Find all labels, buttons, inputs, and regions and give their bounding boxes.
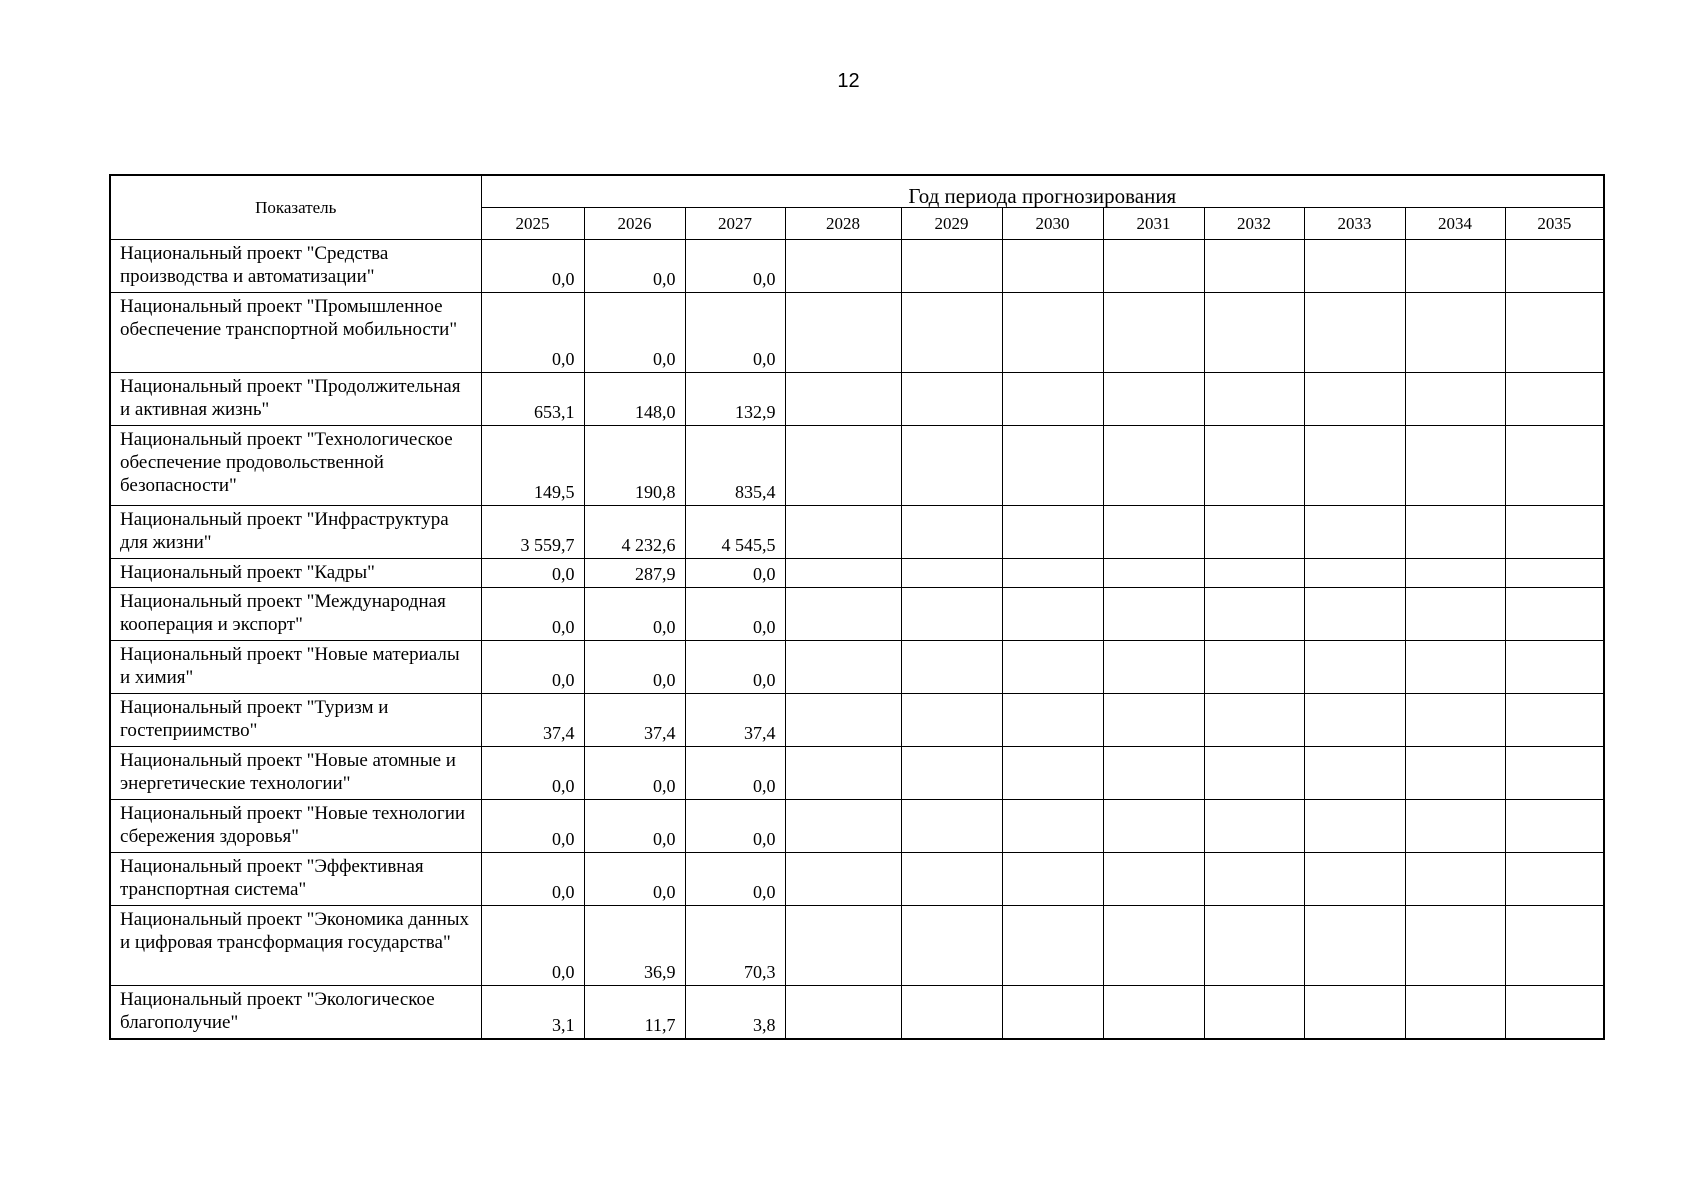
table-body [110, 240, 1604, 1039]
row-indicator-label: Национальный проект "Технологическое обеспечение продовольственной безопасности" [110, 426, 481, 506]
row-value-cell: 3 559,7 [481, 506, 584, 559]
year-header: 2030 [1002, 208, 1103, 240]
empty-cell [1103, 906, 1204, 986]
row-indicator-label: Национальный проект "Кадры" [110, 559, 481, 588]
empty-cell [1405, 426, 1505, 506]
empty-cell [901, 986, 1002, 1039]
row-value-cell: 148,0 [584, 373, 685, 426]
table-row [110, 747, 1604, 800]
empty-cell [1204, 986, 1304, 1039]
row-value-cell: 0,0 [584, 240, 685, 293]
row-indicator-label: Национальный проект "Экономика данных и цифровая трансформация государства" [110, 906, 481, 986]
empty-cell [1505, 426, 1604, 506]
empty-cell [1103, 853, 1204, 906]
row-value-cell: 0,0 [685, 240, 785, 293]
empty-cell [901, 853, 1002, 906]
empty-cell [1505, 800, 1604, 853]
year-header: 2033 [1304, 208, 1405, 240]
year-header: 2026 [584, 208, 685, 240]
row-value-cell: 0,0 [685, 293, 785, 373]
empty-cell [1405, 588, 1505, 641]
row-value-cell: 0,0 [481, 853, 584, 906]
header-row-group [110, 175, 1604, 208]
table-row [110, 800, 1604, 853]
row-indicator-label: Национальный проект "Международная кооперация и экспорт" [110, 588, 481, 641]
empty-cell [1103, 240, 1204, 293]
row-indicator-label: Национальный проект "Туризм и гостеприимство" [110, 694, 481, 747]
empty-cell [1505, 506, 1604, 559]
empty-cell [901, 747, 1002, 800]
empty-cell [1002, 426, 1103, 506]
empty-cell [1304, 694, 1405, 747]
row-indicator-label: Национальный проект "Промышленное обеспечение транспортной мобильности" [110, 293, 481, 373]
empty-cell [1002, 373, 1103, 426]
empty-cell [1002, 906, 1103, 986]
empty-cell [1405, 373, 1505, 426]
empty-cell [1204, 800, 1304, 853]
empty-cell [785, 641, 901, 694]
empty-cell [1103, 747, 1204, 800]
row-value-cell: 70,3 [685, 906, 785, 986]
empty-cell [1103, 559, 1204, 588]
row-value-cell: 0,0 [584, 747, 685, 800]
empty-cell [1304, 641, 1405, 694]
empty-cell [1103, 800, 1204, 853]
empty-cell [1002, 747, 1103, 800]
indicator-header: Показатель [110, 175, 481, 240]
empty-cell [1505, 373, 1604, 426]
empty-cell [901, 559, 1002, 588]
table-row [110, 986, 1604, 1039]
year-header: 2031 [1103, 208, 1204, 240]
empty-cell [785, 240, 901, 293]
empty-cell [1304, 373, 1405, 426]
row-indicator-label: Национальный проект "Новые технологии сбережения здоровья" [110, 800, 481, 853]
row-value-cell: 835,4 [685, 426, 785, 506]
empty-cell [1204, 641, 1304, 694]
empty-cell [785, 373, 901, 426]
empty-cell [1405, 986, 1505, 1039]
empty-cell [1204, 240, 1304, 293]
empty-cell [1405, 906, 1505, 986]
row-value-cell: 0,0 [584, 588, 685, 641]
empty-cell [1103, 986, 1204, 1039]
empty-cell [785, 588, 901, 641]
empty-cell [1103, 641, 1204, 694]
empty-cell [785, 694, 901, 747]
row-value-cell: 287,9 [584, 559, 685, 588]
empty-cell [1304, 240, 1405, 293]
empty-cell [1304, 588, 1405, 641]
empty-cell [901, 293, 1002, 373]
table-row [110, 853, 1604, 906]
empty-cell [1103, 426, 1204, 506]
empty-cell [1002, 800, 1103, 853]
row-value-cell: 0,0 [481, 240, 584, 293]
row-value-cell: 0,0 [481, 906, 584, 986]
empty-cell [1204, 293, 1304, 373]
empty-cell [1204, 506, 1304, 559]
year-header: 2034 [1405, 208, 1505, 240]
row-value-cell: 0,0 [481, 559, 584, 588]
empty-cell [901, 373, 1002, 426]
row-indicator-label: Национальный проект "Новые материалы и химия" [110, 641, 481, 694]
row-value-cell: 190,8 [584, 426, 685, 506]
empty-cell [1405, 293, 1505, 373]
empty-cell [901, 906, 1002, 986]
row-value-cell: 0,0 [685, 747, 785, 800]
page-number: 12 [837, 70, 860, 92]
empty-cell [1103, 373, 1204, 426]
empty-cell [1204, 747, 1304, 800]
empty-cell [1505, 293, 1604, 373]
empty-cell [785, 853, 901, 906]
empty-cell [1405, 694, 1505, 747]
empty-cell [1002, 641, 1103, 694]
row-value-cell: 3,1 [481, 986, 584, 1039]
year-header: 2035 [1505, 208, 1604, 240]
empty-cell [1505, 853, 1604, 906]
empty-cell [1204, 588, 1304, 641]
row-indicator-label: Национальный проект "Экологическое благополучие" [110, 986, 481, 1039]
row-indicator-label: Национальный проект "Новые атомные и энергетические технологии" [110, 747, 481, 800]
empty-cell [1002, 506, 1103, 559]
empty-cell [901, 506, 1002, 559]
row-value-cell: 36,9 [584, 906, 685, 986]
empty-cell [1204, 426, 1304, 506]
empty-cell [1002, 694, 1103, 747]
empty-cell [1505, 240, 1604, 293]
row-value-cell: 0,0 [481, 641, 584, 694]
row-value-cell: 37,4 [481, 694, 584, 747]
empty-cell [1505, 906, 1604, 986]
empty-cell [1304, 293, 1405, 373]
empty-cell [1103, 588, 1204, 641]
empty-cell [1304, 906, 1405, 986]
row-value-cell: 0,0 [481, 800, 584, 853]
table-row [110, 426, 1604, 506]
empty-cell [785, 800, 901, 853]
row-indicator-label: Национальный проект "Продолжительная и активная жизнь" [110, 373, 481, 426]
table-row [110, 641, 1604, 694]
table-row [110, 559, 1604, 588]
table-row [110, 694, 1604, 747]
row-value-cell: 0,0 [685, 559, 785, 588]
empty-cell [1304, 800, 1405, 853]
empty-cell [1505, 986, 1604, 1039]
empty-cell [785, 559, 901, 588]
row-value-cell: 0,0 [685, 588, 785, 641]
empty-cell [785, 986, 901, 1039]
empty-cell [785, 906, 901, 986]
year-header: 2032 [1204, 208, 1304, 240]
empty-cell [901, 694, 1002, 747]
row-value-cell: 0,0 [481, 747, 584, 800]
row-value-cell: 3,8 [685, 986, 785, 1039]
empty-cell [1002, 240, 1103, 293]
row-value-cell: 0,0 [584, 641, 685, 694]
empty-cell [1103, 694, 1204, 747]
row-indicator-label: Национальный проект "Инфраструктура для жизни" [110, 506, 481, 559]
empty-cell [1405, 641, 1505, 694]
row-value-cell: 4 545,5 [685, 506, 785, 559]
empty-cell [1002, 986, 1103, 1039]
table-row [110, 373, 1604, 426]
empty-cell [1405, 747, 1505, 800]
row-value-cell: 0,0 [685, 641, 785, 694]
forecast-table [109, 174, 1605, 1040]
empty-cell [1304, 986, 1405, 1039]
year-header: 2028 [785, 208, 901, 240]
table-row [110, 906, 1604, 986]
empty-cell [1304, 506, 1405, 559]
row-value-cell: 0,0 [584, 293, 685, 373]
row-indicator-label: Национальный проект "Средства производства и автоматизации" [110, 240, 481, 293]
empty-cell [1103, 506, 1204, 559]
empty-cell [901, 800, 1002, 853]
row-value-cell: 653,1 [481, 373, 584, 426]
row-value-cell: 11,7 [584, 986, 685, 1039]
period-header: Год периода прогнозирования [481, 175, 1604, 208]
year-header: 2025 [481, 208, 584, 240]
table-row [110, 506, 1604, 559]
empty-cell [1304, 747, 1405, 800]
empty-cell [1405, 506, 1505, 559]
year-header: 2029 [901, 208, 1002, 240]
table-row [110, 588, 1604, 641]
empty-cell [1505, 559, 1604, 588]
empty-cell [1405, 853, 1505, 906]
empty-cell [1002, 853, 1103, 906]
empty-cell [901, 641, 1002, 694]
row-value-cell: 0,0 [584, 853, 685, 906]
row-value-cell: 37,4 [685, 694, 785, 747]
empty-cell [1405, 800, 1505, 853]
empty-cell [1304, 853, 1405, 906]
table-row [110, 293, 1604, 373]
empty-cell [1304, 559, 1405, 588]
empty-cell [1103, 293, 1204, 373]
empty-cell [785, 426, 901, 506]
empty-cell [901, 426, 1002, 506]
empty-cell [1002, 588, 1103, 641]
year-header: 2027 [685, 208, 785, 240]
empty-cell [785, 293, 901, 373]
empty-cell [1204, 853, 1304, 906]
row-indicator-label: Национальный проект "Эффективная транспортная система" [110, 853, 481, 906]
row-value-cell: 0,0 [685, 800, 785, 853]
empty-cell [1304, 426, 1405, 506]
row-value-cell: 0,0 [481, 293, 584, 373]
empty-cell [1002, 293, 1103, 373]
row-value-cell: 0,0 [685, 853, 785, 906]
table-row [110, 240, 1604, 293]
row-value-cell: 37,4 [584, 694, 685, 747]
empty-cell [1204, 373, 1304, 426]
row-value-cell: 132,9 [685, 373, 785, 426]
empty-cell [785, 747, 901, 800]
empty-cell [901, 240, 1002, 293]
empty-cell [1505, 694, 1604, 747]
empty-cell [1405, 240, 1505, 293]
empty-cell [1204, 694, 1304, 747]
empty-cell [1204, 906, 1304, 986]
empty-cell [1405, 559, 1505, 588]
row-value-cell: 149,5 [481, 426, 584, 506]
row-value-cell: 0,0 [584, 800, 685, 853]
empty-cell [1505, 747, 1604, 800]
row-value-cell: 0,0 [481, 588, 584, 641]
empty-cell [1204, 559, 1304, 588]
empty-cell [901, 588, 1002, 641]
empty-cell [785, 506, 901, 559]
empty-cell [1505, 641, 1604, 694]
row-value-cell: 4 232,6 [584, 506, 685, 559]
empty-cell [1002, 559, 1103, 588]
empty-cell [1505, 588, 1604, 641]
